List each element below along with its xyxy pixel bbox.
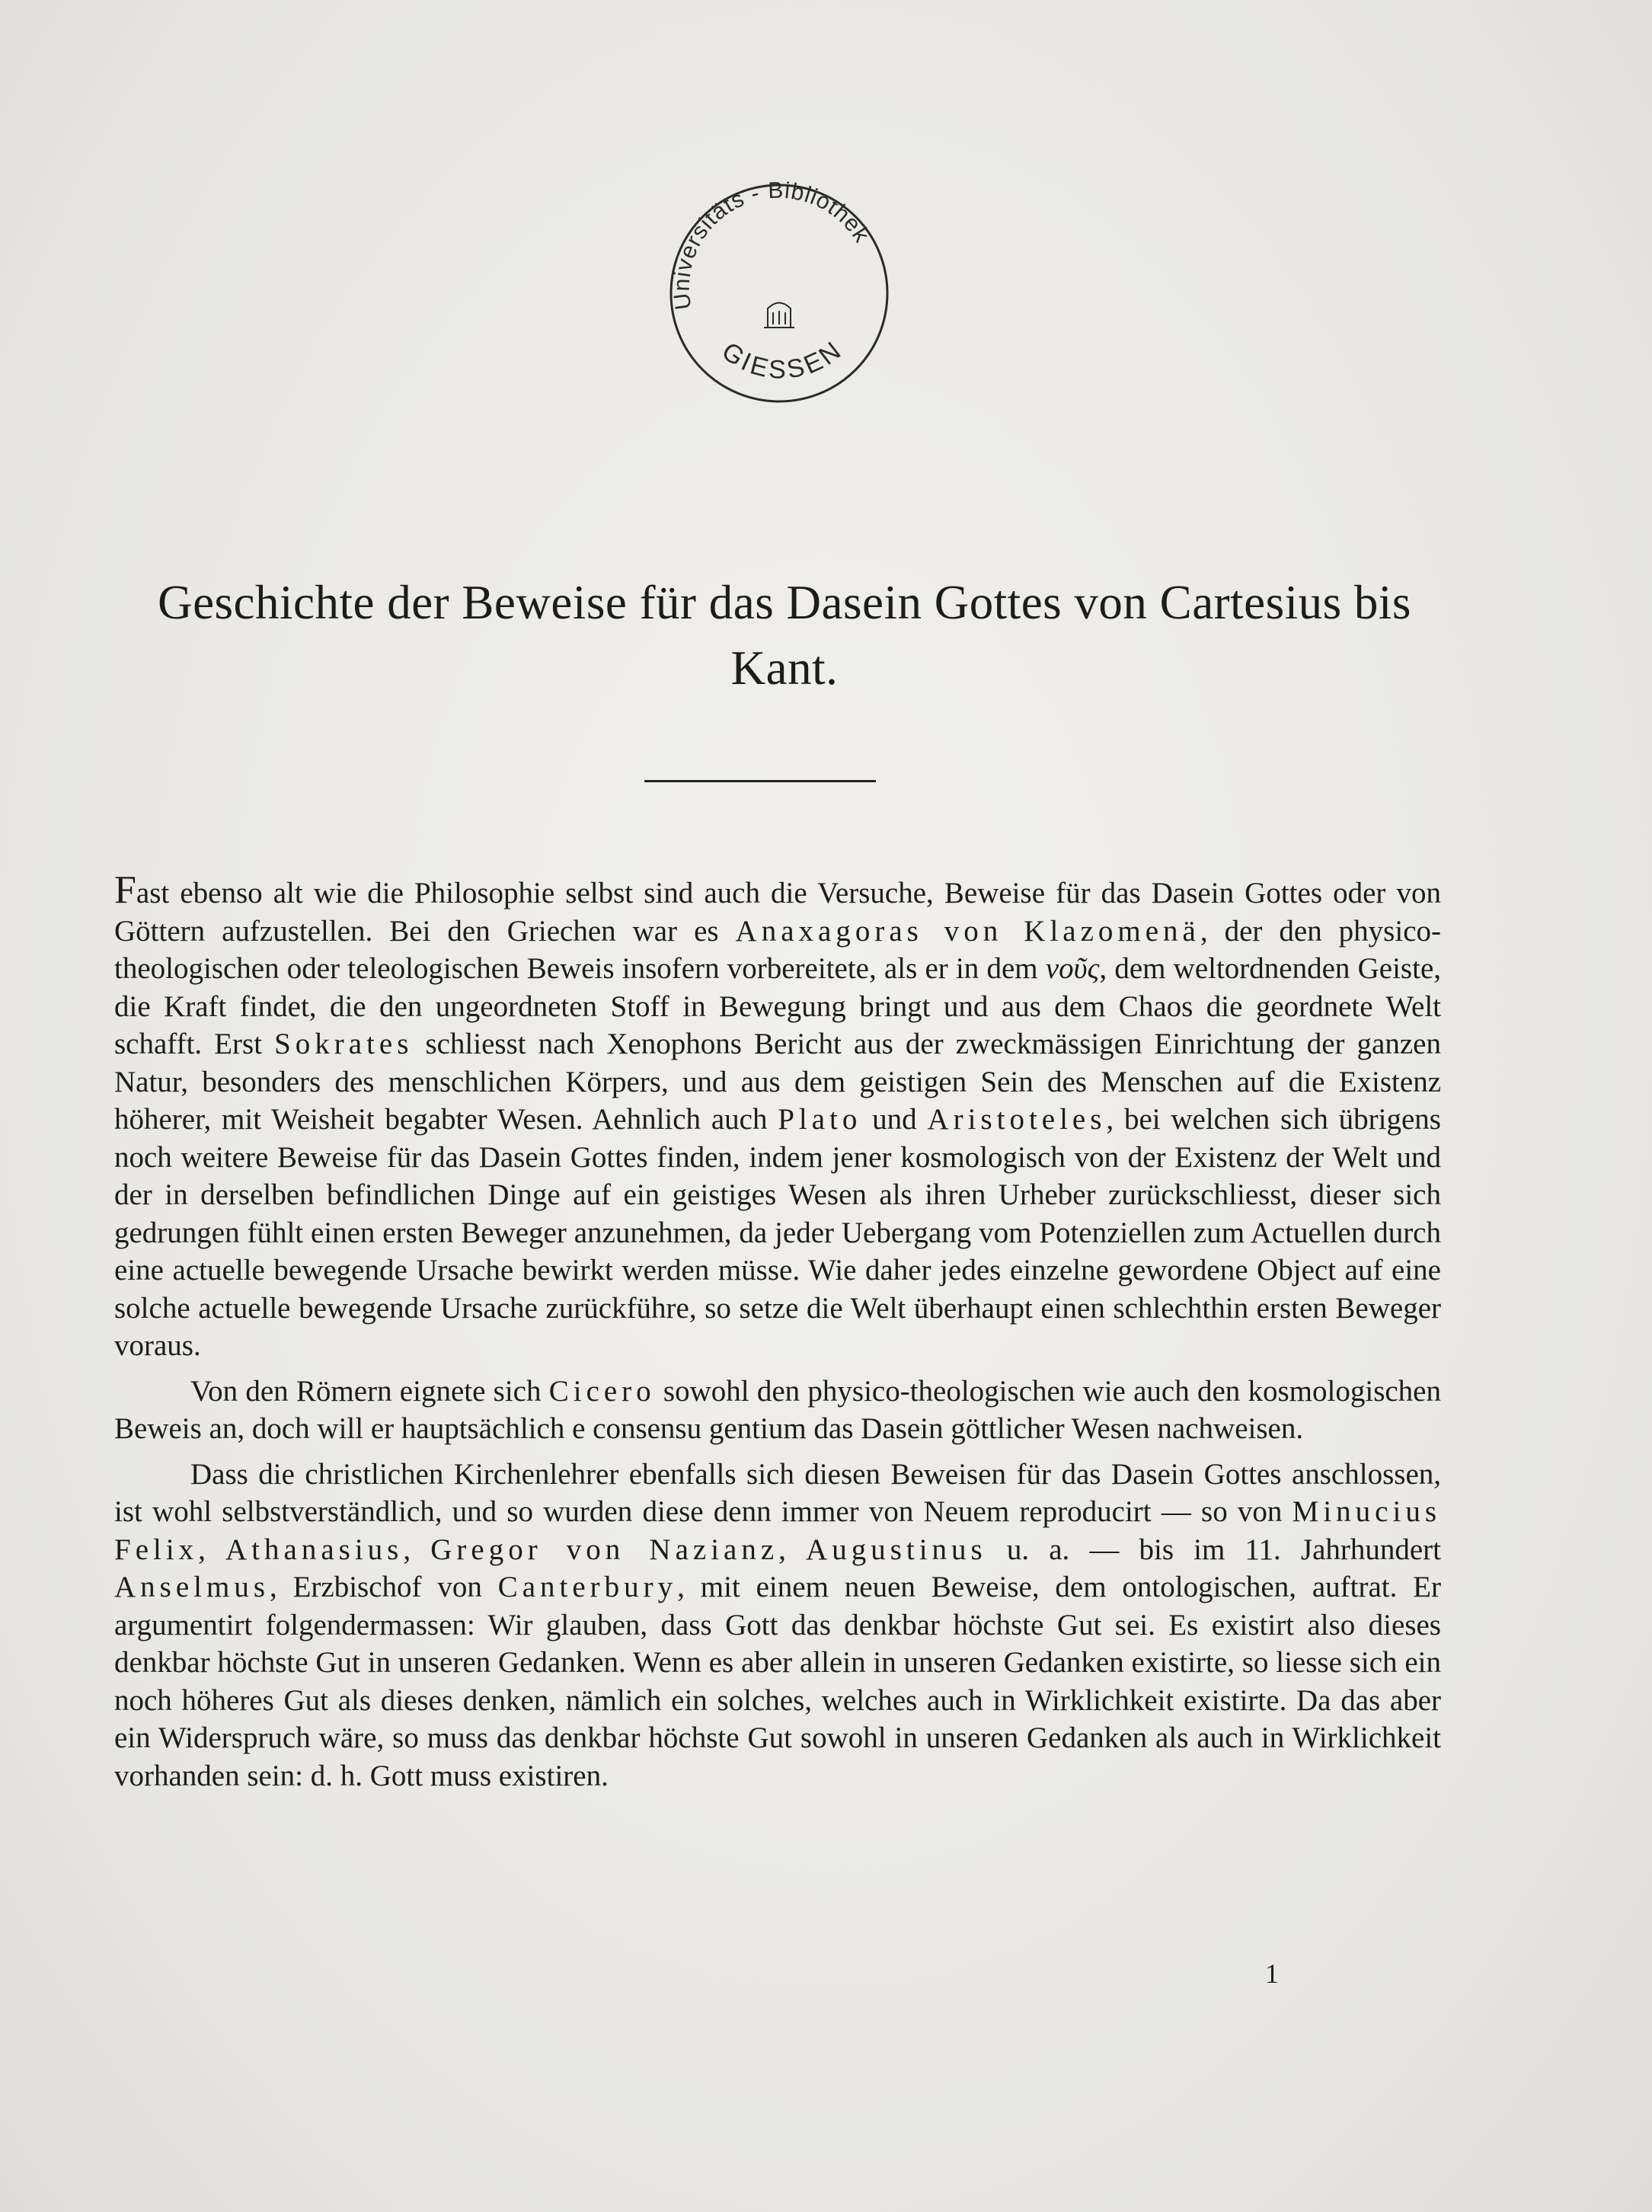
name-aristoteles: Aristoteles [927,1103,1107,1136]
name-canterbury: Canterbury [497,1571,678,1603]
greek-term: νοῦς [1045,952,1100,985]
name-gregor: Gregor von Nazianz [430,1533,779,1566]
name-minucius-felix: Minucius Felix [114,1495,1441,1566]
paragraph-1: Fast ebenso alt wie die Philosophie selbst sind auch die Versuche, Beweise für das Dasein Gottes oder von Göttern aufzustellen. Bei den Griechen war es Anaxagoras von Klazomenä, der den physico-theologischen oder teleologischen Beweis insofern vorbereitete, als er in dem νοῦς, dem weltordnenden Geiste, die Kraft findet, die den ungeordneten Stoff in Bewegung bringt und aus dem Chaos die geordnete Welt schafft. Erst Sokrates schliesst nach Xenophons Bericht aus der zweckmässigen Einrichtung der ganzen Natur, besonders des menschlichen Körpers, und aus dem geistigen Sein des Menschen auf die Existenz höherer, mit Weisheit begabter Wesen. Aehnlich auch Plato und Aristoteles, bei welchen sich übrigens noch weitere Beweise für das Dasein Gottes finden, indem jener kosmologisch von der Existenz der Welt und der in derselben befindlichen Dinge auf ein geistiges Wesen als ihren Urheber zurückschliesst, dieser sich gedrungen fühlt einen ersten Beweger anzunehmen, da jeder Uebergang vom Potenziellen zum Actuellen durch eine actuelle bewegende Ursache bewirkt werden müsse. Wie daher jedes einzelne gewordene Object auf eine solche actuelle bewegende Ursache zurückführe, so setze die Welt überhaupt einen schlechthin ersten Beweger voraus. [114,868,1441,1362]
stamp-emblem-icon [764,303,794,328]
paragraph-2: Von den Römern eignete sich Cicero sowohl den physico-theologischen wie auch den kosmologischen Beweis an, doch will er hauptsächlich e consensu gentium das Dasein göttlicher Wesen nachweisen. [114,1374,1441,1445]
dropcap: F [114,868,136,912]
paragraph-3: Dass die christlichen Kirchenlehrer ebenfalls sich diesen Beweisen für das Dasein Gottes anschlossen, ist wohl selbstverständlich, und so wurden diese denn immer von Neuem reproducirt — so von Minucius Felix, Athanasius, Gregor von Nazianz, Augustinus u. a. — bis im 11. Jahrhundert Anselmus, Erzbischof von Canterbury, mit einem neuen Beweise, dem ontologischen, auftrat. Er argumentirt folgendermassen: Wir glauben, dass Gott das denkbar höchste Gut sei. Es existirt also dieses denkbar höchste Gut in unseren Gedanken. Wenn es aber allein in unseren Gedanken existirte, so liesse sich ein noch höheres Gut als dieses denken, nämlich ein solches, welches auch in Wirklichkeit existirte. Da das aber ein Widerspruch wäre, so muss das denkbar höchste Gut sowohl in unseren Gedanken als auch in Wirklichkeit vorhanden sein: d. h. Gott muss existiren. [114,1457,1442,1792]
svg-text:Universitäts - Bibliothek [669,178,875,312]
title-divider [644,780,876,782]
name-cicero: Cicero [548,1374,656,1408]
stamp-upper-text: Universitäts - Bibliothek [669,177,875,312]
library-stamp [661,175,897,411]
name-plato: Plato [778,1103,862,1136]
body-text [114,868,1442,1795]
name-anaxagoras: Anaxagoras von Klazomenä [735,914,1200,948]
name-sokrates: Sokrates [274,1028,414,1060]
document-title: Geschichte der Beweise für das Dasein Gottes von Cartesius bis Kant. [158,576,1411,695]
svg-text:GIESSEN [717,334,848,385]
stamp-lower-text: GIESSEN [716,334,849,385]
name-anselmus: Anselmus [114,1571,270,1603]
page-number: 1 [1265,1958,1279,1989]
name-athanasius: Athanasius [225,1533,404,1566]
name-augustinus: Augustinus [806,1533,987,1566]
